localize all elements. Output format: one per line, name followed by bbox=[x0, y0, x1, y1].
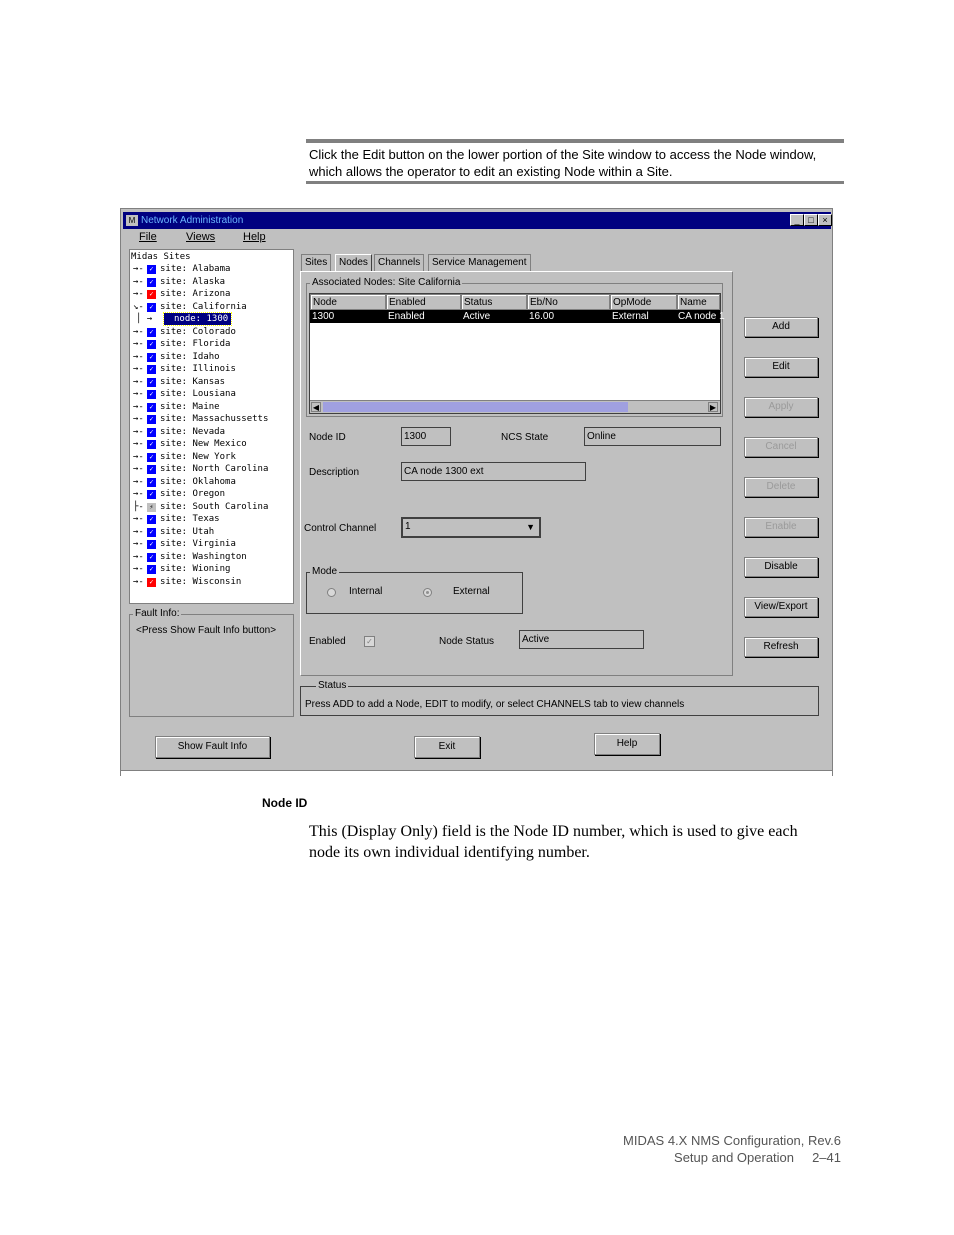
chevron-down-icon[interactable]: ▼ bbox=[526, 522, 535, 532]
mode-external-label: External bbox=[453, 586, 490, 597]
tree-site-item[interactable] bbox=[130, 401, 290, 413]
cell-ebno: 16.00 bbox=[529, 311, 555, 322]
tree-item-label: node: 1300 bbox=[164, 313, 231, 325]
tree-site-item[interactable] bbox=[130, 426, 290, 438]
tree-expand-icon[interactable]: →- bbox=[133, 364, 144, 374]
ncs-state-field: Online bbox=[584, 427, 721, 446]
tree-expand-icon[interactable]: →- bbox=[133, 326, 144, 337]
tree-branch-icon: │ → bbox=[136, 314, 153, 324]
tree-item-label: site: Colorado bbox=[160, 326, 236, 337]
tree-expand-icon[interactable]: →- bbox=[133, 339, 144, 349]
site-status-icon: ✓ bbox=[147, 453, 156, 462]
tree-site-item[interactable] bbox=[130, 376, 290, 388]
node-status-label: Node Status bbox=[439, 636, 495, 647]
add-button[interactable]: Add bbox=[744, 317, 818, 337]
menu-file[interactable]: File bbox=[139, 231, 157, 243]
site-status-icon: ✓ bbox=[147, 578, 156, 587]
cell-node: 1300 bbox=[312, 311, 335, 322]
tree-item-label: site: Alaska bbox=[160, 276, 226, 287]
tree-item-label: site: New York bbox=[160, 451, 236, 462]
site-status-icon: ✓ bbox=[147, 565, 156, 574]
tree-expand-icon[interactable]: →- bbox=[133, 389, 144, 399]
site-status-icon: ✓ bbox=[147, 440, 156, 449]
site-status-icon: ✓ bbox=[147, 290, 156, 299]
site-status-icon: ✓ bbox=[147, 365, 156, 374]
site-status-icon: ✓ bbox=[147, 490, 156, 499]
control-channel-value: 1 bbox=[405, 521, 411, 532]
menu-views[interactable]: Views bbox=[186, 231, 216, 243]
site-status-icon: ✓ bbox=[147, 378, 156, 387]
tree-site-item[interactable] bbox=[130, 338, 290, 350]
tree-item-label: site: Maine bbox=[160, 401, 220, 412]
enable-button[interactable]: Enable bbox=[744, 517, 818, 537]
window-title: Network Administration bbox=[141, 215, 244, 226]
section-heading: Node ID bbox=[262, 796, 308, 810]
menu-bar bbox=[121, 231, 821, 247]
tree-item-label: site: Utah bbox=[160, 526, 215, 537]
disable-button[interactable]: Disable bbox=[744, 557, 818, 577]
description-field[interactable]: CA node 1300 ext bbox=[401, 462, 586, 481]
tree-expand-icon[interactable]: →- bbox=[133, 564, 144, 574]
tree-expand-icon[interactable]: →- bbox=[133, 576, 144, 587]
cell-enabled: Enabled bbox=[388, 311, 425, 322]
tree-expand-icon[interactable]: →- bbox=[133, 276, 144, 287]
tree-site-item[interactable] bbox=[130, 463, 290, 475]
enabled-label: Enabled bbox=[309, 636, 346, 647]
description-label: Description bbox=[309, 467, 360, 478]
fault-info-box bbox=[129, 608, 294, 717]
minimize-icon[interactable]: _ bbox=[790, 214, 804, 226]
control-channel-select[interactable] bbox=[401, 517, 541, 538]
tree-expand-icon[interactable]: →- bbox=[133, 376, 144, 387]
show-fault-info-button[interactable]: Show Fault Info bbox=[155, 736, 270, 758]
tree-site-item[interactable] bbox=[130, 551, 290, 563]
tree-site-item[interactable] bbox=[130, 301, 290, 313]
col-node[interactable]: Node bbox=[310, 294, 386, 310]
control-channel-label: Control Channel bbox=[304, 523, 377, 534]
help-button[interactable]: Help bbox=[594, 733, 660, 755]
site-status-icon: ⚡ bbox=[147, 503, 156, 512]
tree-expand-icon[interactable]: →- bbox=[133, 489, 144, 499]
table-hscrollbar[interactable] bbox=[310, 400, 720, 413]
ncs-state-label: NCS State bbox=[501, 432, 549, 443]
col-opmode[interactable]: OpMode bbox=[610, 294, 677, 310]
tree-site-item[interactable] bbox=[130, 476, 290, 488]
tree-expand-icon[interactable]: ├- bbox=[133, 501, 144, 512]
mode-internal-label: Internal bbox=[349, 586, 383, 597]
tree-expand-icon[interactable]: →- bbox=[133, 414, 144, 424]
tree-expand-icon[interactable]: →- bbox=[133, 464, 144, 474]
tree-item-label: site: Florida bbox=[160, 339, 231, 349]
taskbar-strip bbox=[121, 770, 832, 777]
mode-legend: Mode bbox=[312, 566, 338, 577]
node-id-field: 1300 bbox=[401, 427, 451, 446]
associated-nodes-legend: Associated Nodes: Site California bbox=[312, 277, 461, 288]
apply-button[interactable]: Apply bbox=[744, 397, 818, 417]
site-status-icon: ✓ bbox=[147, 278, 156, 287]
cell-opmode: External bbox=[612, 311, 649, 322]
tab-nodes[interactable]: Nodes bbox=[335, 254, 372, 271]
mode-internal-radio[interactable] bbox=[327, 588, 336, 597]
tree-expand-icon[interactable]: →- bbox=[133, 401, 144, 412]
scroll-right-icon[interactable]: ▶ bbox=[709, 403, 717, 412]
tree-item-label: site: Wioning bbox=[160, 564, 231, 574]
tree-expand-icon[interactable]: →- bbox=[133, 439, 144, 449]
edit-button[interactable]: Edit bbox=[744, 357, 818, 377]
tree-site-item[interactable] bbox=[130, 263, 290, 275]
tree-expand-icon[interactable]: →- bbox=[133, 514, 144, 524]
cancel-button[interactable]: Cancel bbox=[744, 437, 818, 457]
tree-expand-icon[interactable]: →- bbox=[133, 451, 144, 462]
tree-expand-icon[interactable]: →- bbox=[133, 526, 144, 537]
tab-channels[interactable]: Channels bbox=[374, 254, 424, 271]
site-status-icon: ✓ bbox=[147, 528, 156, 537]
tree-site-item[interactable] bbox=[130, 538, 290, 550]
tree-site-item[interactable] bbox=[130, 351, 290, 363]
tree-expand-icon[interactable]: →- bbox=[133, 476, 144, 487]
col-enabled[interactable]: Enabled bbox=[386, 294, 461, 310]
col-status[interactable]: Status bbox=[461, 294, 527, 310]
status-box bbox=[300, 680, 819, 716]
tree-site-item[interactable] bbox=[130, 413, 290, 425]
tree-site-item[interactable] bbox=[130, 326, 290, 338]
site-status-icon: ✓ bbox=[147, 403, 156, 412]
tree-item-label: site: South Carolina bbox=[160, 501, 269, 512]
site-status-icon: ✓ bbox=[147, 478, 156, 487]
mode-external-radio[interactable] bbox=[423, 588, 432, 597]
tree-site-item[interactable] bbox=[130, 576, 290, 588]
tree-site-item[interactable] bbox=[130, 563, 290, 575]
col-ebno[interactable]: Eb/No bbox=[527, 294, 610, 310]
tree-site-item[interactable] bbox=[130, 438, 290, 450]
site-status-icon: ✓ bbox=[147, 428, 156, 437]
status-legend: Status bbox=[318, 680, 347, 691]
tree-item-label: site: Nevada bbox=[160, 426, 226, 437]
tree-item-label: site: Washington bbox=[160, 551, 247, 562]
network-admin-window bbox=[120, 208, 833, 776]
tree-root[interactable]: Midas Sites bbox=[131, 252, 191, 262]
site-status-icon: ✓ bbox=[147, 265, 156, 274]
sites-tree[interactable] bbox=[129, 249, 294, 604]
tree-expand-icon[interactable]: →- bbox=[133, 539, 144, 549]
intro-text: Click the Edit button on the lower portion of the Site window to access the Node window, which allows the operator to edit an existing Node within a Site. bbox=[309, 147, 817, 179]
footer-page: Setup and Operation 2–41 bbox=[674, 1150, 841, 1165]
tree-expand-icon[interactable]: →- bbox=[133, 426, 144, 437]
tree-item-label: site: Idaho bbox=[160, 351, 220, 362]
site-status-icon: ✓ bbox=[147, 390, 156, 399]
tab-sites[interactable]: Sites bbox=[301, 254, 331, 271]
refresh-button[interactable]: Refresh bbox=[744, 637, 818, 657]
node-id-label: Node ID bbox=[309, 432, 346, 443]
site-status-icon: ✓ bbox=[147, 303, 156, 312]
fault-info-text: <Press Show Fault Info button> bbox=[136, 625, 277, 636]
col-name[interactable]: Name bbox=[677, 294, 720, 310]
mode-box bbox=[306, 566, 523, 614]
exit-button[interactable]: Exit bbox=[414, 736, 480, 758]
menu-help[interactable]: Help bbox=[243, 231, 266, 243]
tree-item-label: site: New Mexico bbox=[160, 439, 247, 449]
tree-site-item[interactable] bbox=[130, 501, 290, 513]
cell-status: Active bbox=[463, 311, 491, 322]
tree-site-item[interactable] bbox=[130, 363, 290, 375]
tree-item-label: site: California bbox=[160, 301, 247, 312]
tree-item-label: site: Texas bbox=[160, 514, 220, 524]
tree-item-label: site: North Carolina bbox=[160, 464, 269, 474]
tree-item-label: site: Arizona bbox=[160, 289, 231, 299]
tree-site-item[interactable] bbox=[130, 488, 290, 500]
view-export-button[interactable]: View/Export bbox=[744, 597, 818, 617]
cell-name: CA node 1 bbox=[678, 311, 725, 322]
tree-node-item[interactable] bbox=[130, 313, 290, 325]
maximize-icon[interactable]: □ bbox=[804, 214, 818, 226]
app-icon: M bbox=[126, 215, 138, 226]
tree-item-label: site: Alabama bbox=[160, 264, 231, 274]
status-text: Press ADD to add a Node, EDIT to modify, or select CHANNELS tab to view channels bbox=[305, 699, 685, 710]
site-status-icon: ✓ bbox=[147, 340, 156, 349]
tree-item-label: site: Massachussetts bbox=[160, 414, 269, 424]
tree-expand-icon[interactable]: →- bbox=[133, 264, 144, 274]
site-status-icon: ✓ bbox=[147, 415, 156, 424]
tree-expand-icon[interactable]: →- bbox=[133, 551, 144, 562]
site-status-icon: ✓ bbox=[147, 515, 156, 524]
tree-item-label: site: Illinois bbox=[160, 364, 236, 374]
tree-expand-icon[interactable]: →- bbox=[133, 351, 144, 362]
tree-site-item[interactable] bbox=[130, 288, 290, 300]
tree-site-item[interactable] bbox=[130, 451, 290, 463]
nodes-table bbox=[309, 293, 725, 414]
intro-top-rule bbox=[306, 139, 844, 143]
tree-item-label: site: Oregon bbox=[160, 489, 226, 499]
close-icon[interactable]: × bbox=[818, 214, 832, 226]
tree-item-label: site: Virginia bbox=[160, 539, 236, 549]
associated-nodes-box bbox=[306, 277, 725, 417]
tree-item-label: site: Oklahoma bbox=[160, 476, 236, 487]
site-status-icon: ✓ bbox=[147, 353, 156, 362]
node-status-field: Active bbox=[519, 630, 644, 649]
tree-item-label: site: Lousiana bbox=[160, 389, 236, 399]
site-status-icon: ✓ bbox=[147, 465, 156, 474]
site-status-icon: ✓ bbox=[147, 328, 156, 337]
tree-site-item[interactable] bbox=[130, 513, 290, 525]
site-status-icon: ✓ bbox=[147, 540, 156, 549]
tree-item-label: site: Wisconsin bbox=[160, 576, 242, 587]
scroll-left-icon[interactable]: ◀ bbox=[312, 403, 320, 412]
section-body: This (Display Only) field is the Node ID number, which is used to give each node its own individual identifying number. bbox=[309, 823, 798, 861]
tree-site-item[interactable] bbox=[130, 388, 290, 400]
tree-item-label: site: Kansas bbox=[160, 376, 226, 387]
enabled-checkbox[interactable]: ✓ bbox=[364, 636, 375, 647]
title-bar bbox=[123, 212, 831, 229]
tree-expand-icon[interactable]: →- bbox=[133, 289, 144, 299]
tree-site-item[interactable] bbox=[130, 276, 290, 288]
footer-title: MIDAS 4.X NMS Configuration, Rev.6 bbox=[623, 1133, 841, 1148]
tab-service-management[interactable]: Service Management bbox=[428, 254, 531, 271]
tree-site-item[interactable] bbox=[130, 526, 290, 538]
scroll-thumb[interactable] bbox=[323, 402, 628, 412]
intro-bottom-rule bbox=[306, 181, 844, 184]
site-status-icon: ✓ bbox=[147, 553, 156, 562]
delete-button[interactable]: Delete bbox=[744, 477, 818, 497]
tree-expand-icon[interactable]: ↘- bbox=[133, 301, 144, 312]
nodes-tab-panel bbox=[300, 271, 733, 676]
table-row[interactable] bbox=[310, 310, 725, 323]
fault-info-legend: Fault Info: bbox=[135, 608, 180, 619]
